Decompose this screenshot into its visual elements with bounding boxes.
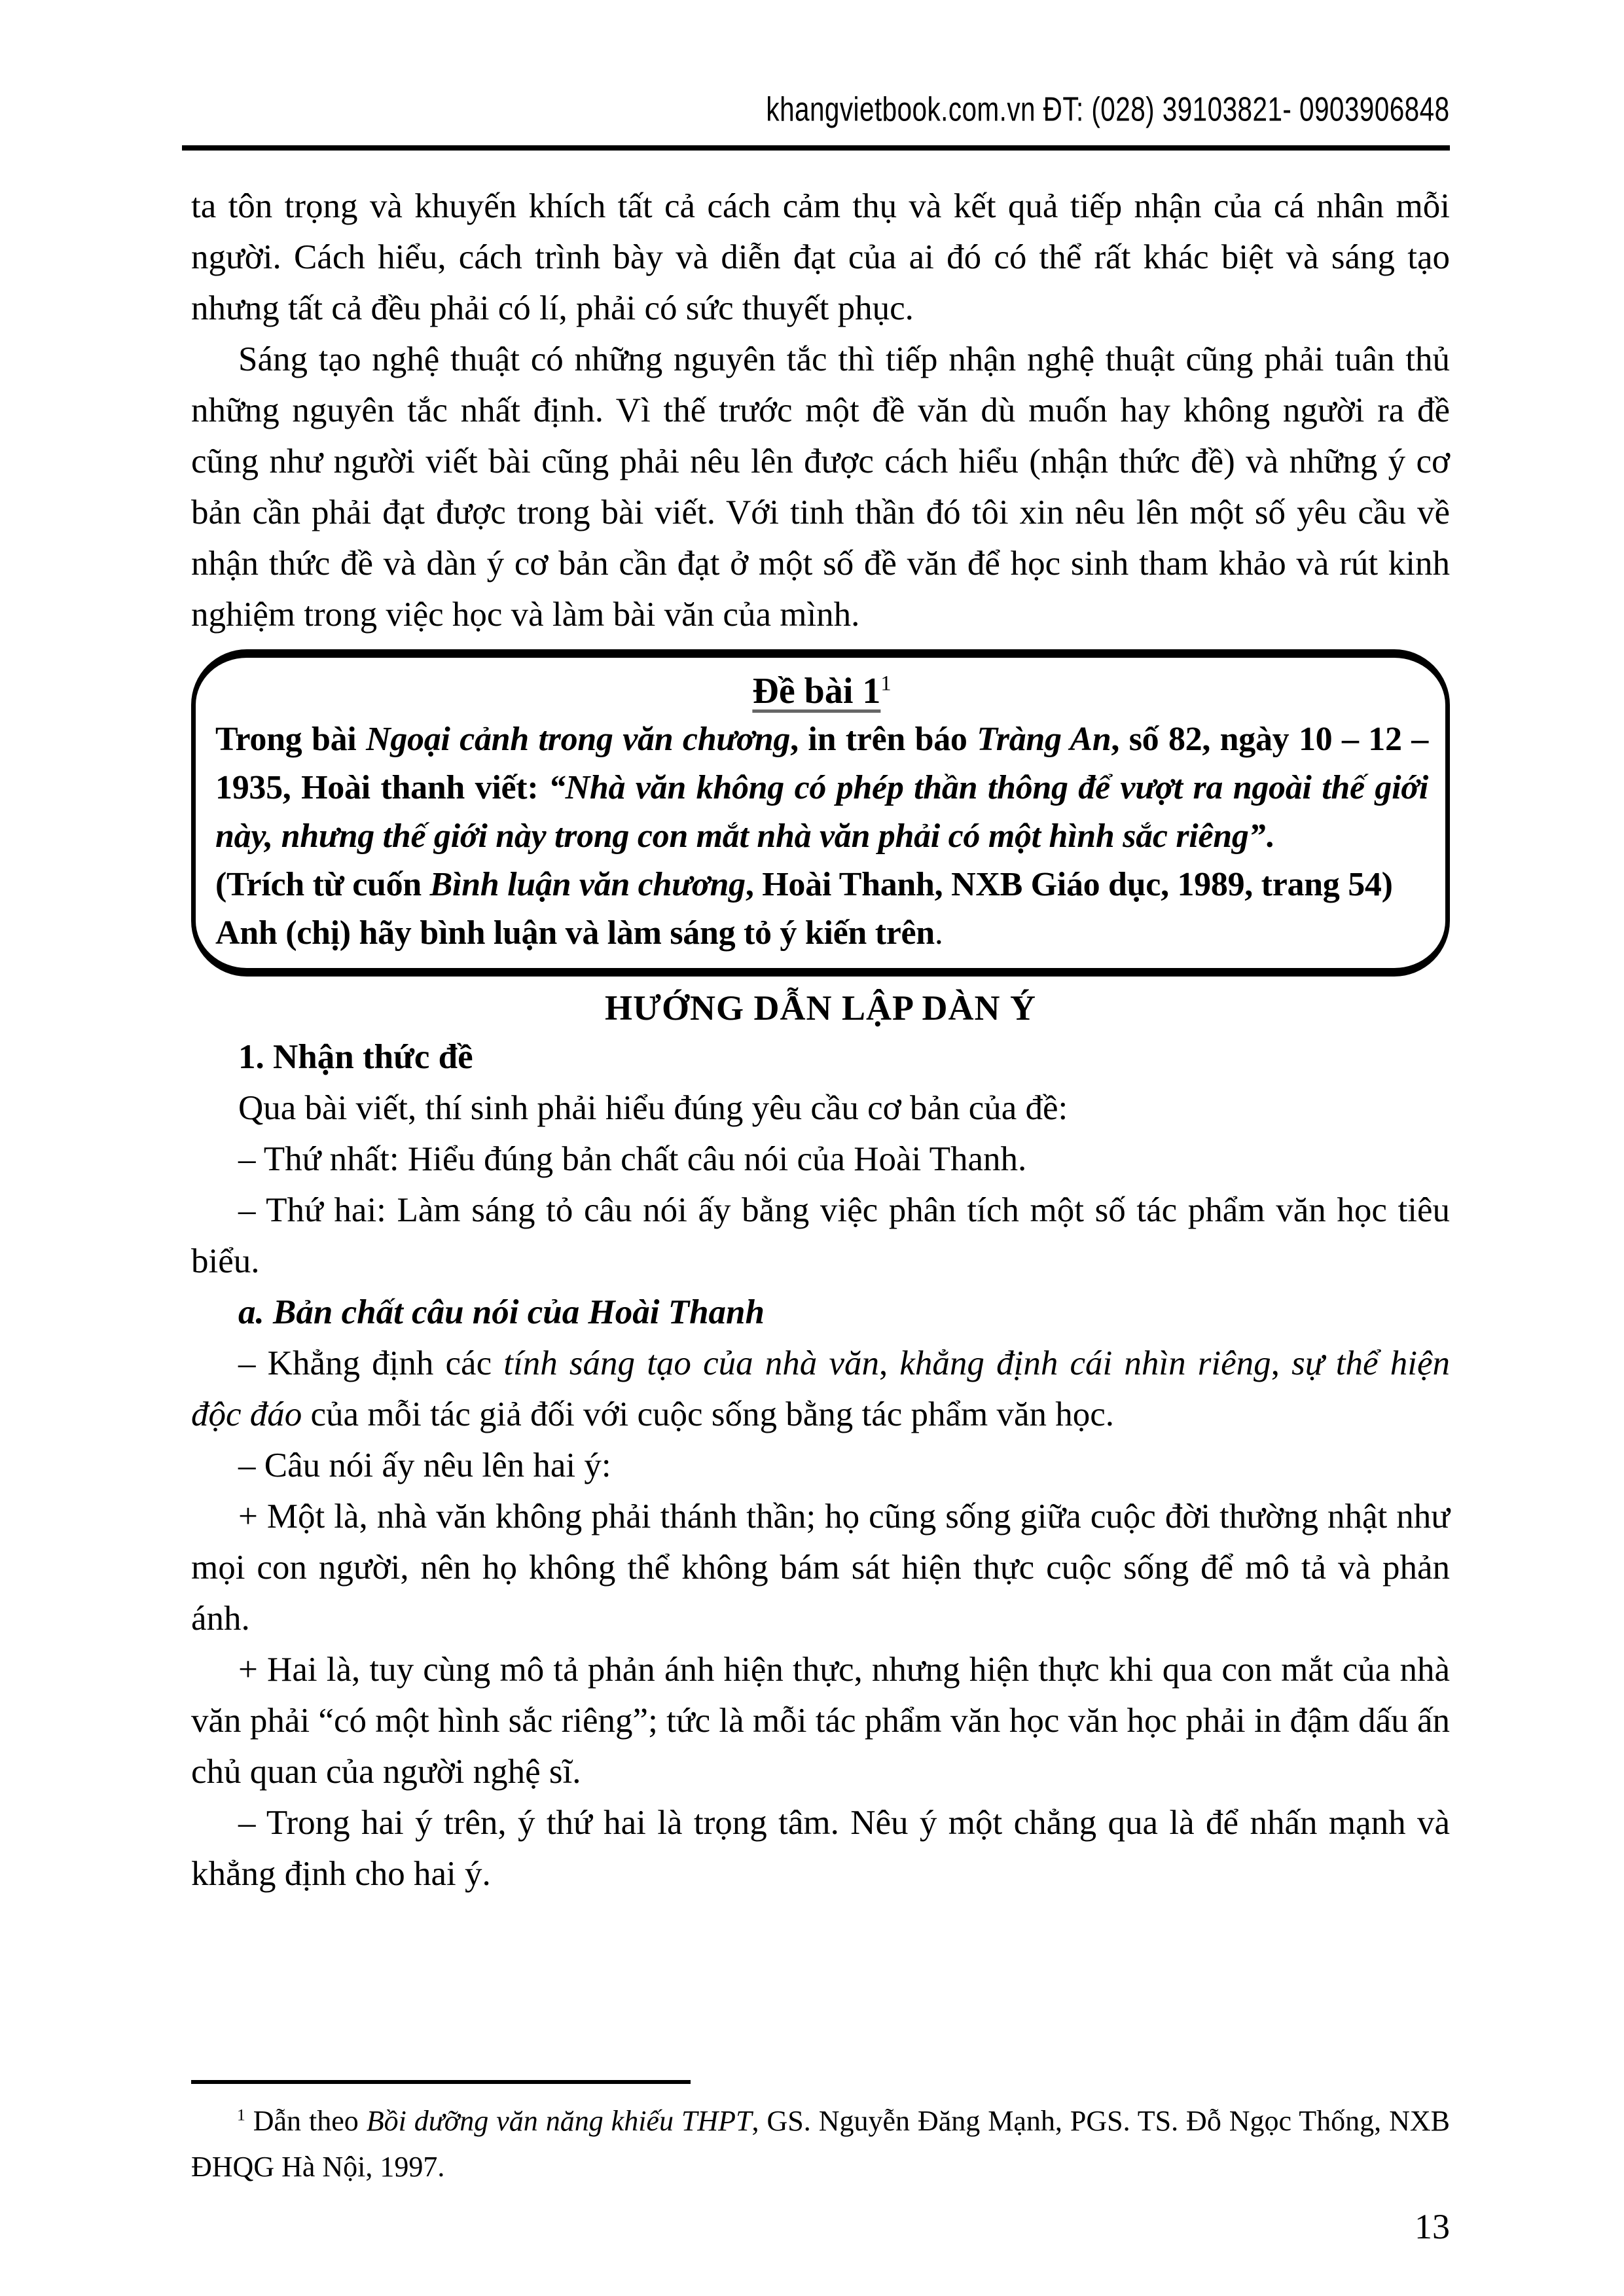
title-footnote-ref: 1: [880, 672, 892, 696]
exercise-box-paragraph: Trong bài Ngoại cảnh trong văn chương, in trên báo Tràng An, số 82, ngày 10 – 12 –1935, Hoài thanh viết: “Nhà văn không có phép thần thông để vượt ra ngoài thế giới này, nhưng thế giới này trong con mắt nhà văn phải có một hình sắc riêng”.: [215, 721, 1428, 855]
guide-item: – Thứ nhất: Hiểu đúng bản chất câu nói của Hoài Thanh.: [238, 1140, 1027, 1178]
guide-item-numbered-subheading: 1. Nhận thức đề: [238, 1038, 473, 1076]
intro-paragraph: ta tôn trọng và khuyến khích tất cả cách cảm thụ và kết quả tiếp nhận của cá nhân mỗi người. Cách hiểu, cách trình bày và diễn đạt của ai đó có thể rất khác biệt và sáng tạo nhưng tất cả đều phải có lí, phải có sức thuyết phục.: [191, 187, 1450, 327]
page-header: [191, 92, 1450, 132]
guide-item: – Khẳng định các tính sáng tạo của nhà văn, khẳng định cái nhìn riêng, sự thể hiện độc đáo của mỗi tác giả đối với cuộc sống bằng tác phẩm văn học.: [191, 1344, 1450, 1433]
guide-item-lettered-subheading: a. Bản chất câu nói của Hoài Thanh: [238, 1293, 765, 1331]
guide-item: + Một là, nhà văn không phải thánh thần; họ cũng sống giữa cuộc đời thường nhật như mọi con người, nên họ không thể không bám sát hiện thực cuộc sống để mô tả và phản ánh.: [191, 1498, 1450, 1638]
guide-section: [191, 984, 1450, 1899]
guide-item: – Trong hai ý trên, ý thứ hai là trọng tâm. Nêu ý một chẳng qua là để nhấn mạnh và khẳng định cho hai ý.: [191, 1804, 1450, 1893]
header-contact-text: khangvietbook.com.vn ĐT: (028) 39103821- 0903906848: [766, 90, 1450, 128]
exercise-box-paragraph: (Trích từ cuốn Bình luận văn chương, Hoài Thanh, NXB Giáo dục, 1989, trang 54): [215, 866, 1393, 903]
guide-item: – Thứ hai: Làm sáng tỏ câu nói ấy bằng việc phân tích một số tác phẩm văn học tiêu biểu.: [191, 1191, 1450, 1280]
footnote: [191, 2098, 1450, 2190]
exercise-box: [191, 649, 1450, 977]
exercise-box-title: [215, 667, 1428, 715]
guide-item: – Câu nói ấy nêu lên hai ý:: [238, 1446, 611, 1484]
footnote-marker: 1: [237, 2105, 245, 2125]
guide-item: + Hai là, tuy cùng mô tả phản ánh hiện thực, nhưng hiện thực khi qua con mắt của nhà văn phải “có một hình sắc riêng”; tức là mỗi tác phẩm văn học văn học phải in đậm dấu ấn chủ quan của người nghệ sĩ.: [191, 1651, 1450, 1791]
exercise-title-text: Đề bài 1: [752, 671, 881, 711]
exercise-box-paragraph: Anh (chị) hãy bình luận và làm sáng tỏ ý kiến trên.: [215, 914, 943, 952]
guide-heading: HƯỚNG DẪN LẬP DÀN Ý: [605, 988, 1036, 1028]
intro-paragraph: Sáng tạo nghệ thuật có những nguyên tắc thì tiếp nhận nghệ thuật cũng phải tuân thủ những nguyên tắc nhất định. Vì thế trước một đề văn dù muốn hay không người ra đề cũng như người viết bài cũng phải nêu lên được cách hiểu (nhận thức đề) và những ý cơ bản cần phải đạt được trong bài viết. Với tinh thần đó tôi xin nêu lên một số yêu cầu về nhận thức đề và dàn ý cơ bản cần đạt ở một số đề văn để học sinh tham khảo và rút kinh nghiệm trong việc học và làm bài văn của mình.: [191, 340, 1450, 634]
intro-section: [191, 181, 1450, 640]
page-number: 13: [1415, 2207, 1450, 2246]
footnote-rule: [191, 2080, 691, 2084]
footnote-text: Dẫn theo Bồi dưỡng văn năng khiếu THPT, GS. Nguyễn Đăng Mạnh, PGS. TS. Đỗ Ngọc Thống, NXB ĐHQG Hà Nội, 1997.: [191, 2105, 1450, 2183]
guide-item: Qua bài viết, thí sinh phải hiểu đúng yêu cầu cơ bản của đề:: [238, 1089, 1068, 1127]
header-rule: [182, 145, 1450, 151]
page-footer: [191, 2080, 1450, 2246]
